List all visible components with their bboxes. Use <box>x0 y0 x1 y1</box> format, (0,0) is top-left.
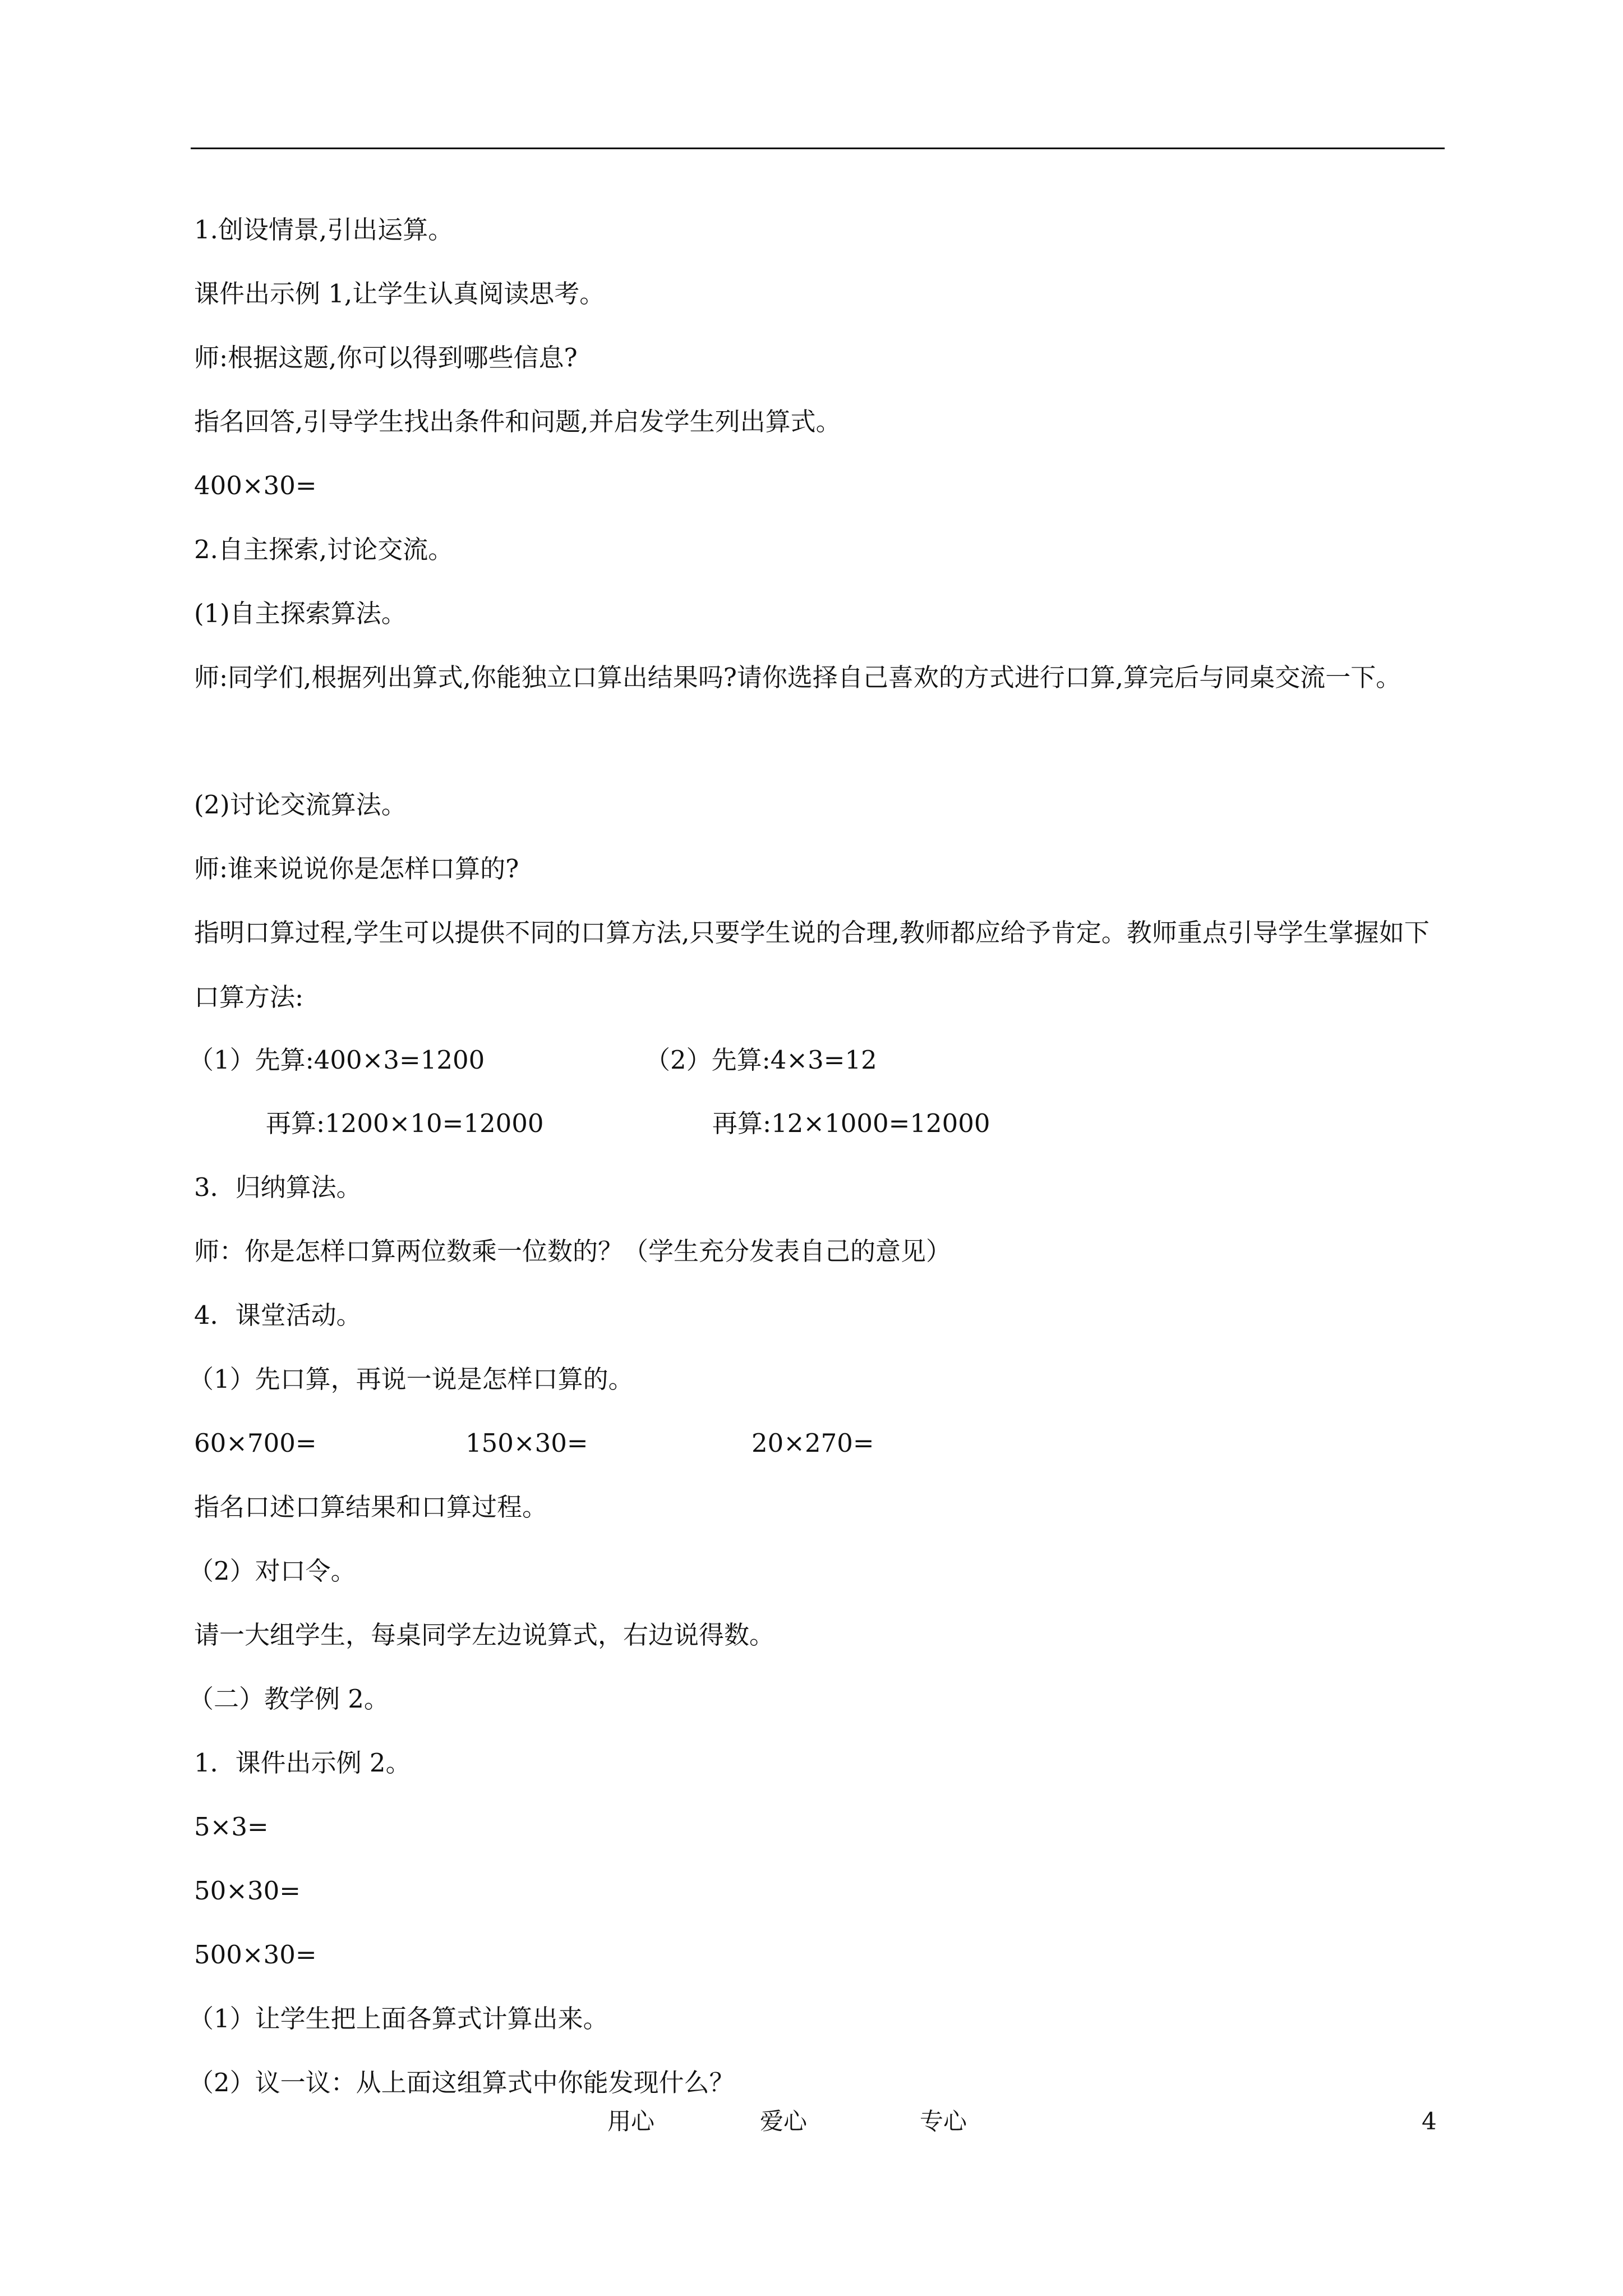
footer-word-1: 用心 <box>607 2108 655 2135</box>
equation: 400×30= <box>194 471 317 500</box>
equation: 500×30= <box>194 1940 317 1970</box>
paragraph: 指名回答,引导学生找出条件和问题,并启发学生列出算式。 <box>194 407 841 436</box>
section-heading: （二）教学例 2。 <box>188 1684 389 1714</box>
method-1-then: 再算:1200×10=12000 <box>266 1108 544 1138</box>
exercise-3: 20×270= <box>751 1428 874 1458</box>
paragraph: 指明口算过程,学生可以提供不同的口算方法,只要学生说的合理,教师都应给予肯定。教师重点引导学生掌握如下口算方法: <box>194 918 1430 1012</box>
equation: 50×30= <box>194 1876 301 1906</box>
equation: 5×3= <box>194 1812 269 1842</box>
question-1: （1）让学生把上面各算式计算出来。 <box>188 2004 608 2033</box>
question-2: （2）议一议：从上面这组算式中你能发现什么？ <box>188 2068 735 2097</box>
sub-heading: (1)自主探索算法。 <box>194 599 407 628</box>
sub-heading: (2)讨论交流算法。 <box>194 790 407 820</box>
teacher-instruction: 师:同学们,根据列出算式,你能独立口算出结果吗?请你选择自己喜欢的方式进行口算,算完后与同桌交流一下。 <box>194 662 1401 692</box>
exercise-1: 60×700= <box>194 1428 317 1458</box>
step-1-heading: 1.创设情景,引出运算。 <box>194 215 454 245</box>
step-1-heading: 1．课件出示例 2。 <box>194 1748 411 1778</box>
page-number: 4 <box>1422 2108 1437 2135</box>
teacher-question: 师:谁来说说你是怎样口算的? <box>194 854 519 884</box>
step-2-heading: 2.自主探索,讨论交流。 <box>194 535 454 564</box>
step-4-heading: 4．课堂活动。 <box>194 1300 362 1330</box>
header-rule <box>191 148 1445 149</box>
activity-1: （1）先口算，再说一说是怎样口算的。 <box>188 1364 634 1394</box>
footer-word-2: 爱心 <box>760 2108 808 2135</box>
method-2-then: 再算:12×1000=12000 <box>712 1108 990 1138</box>
exercise-2: 150×30= <box>465 1428 588 1458</box>
teacher-question: 师:根据这题,你可以得到哪些信息? <box>194 343 578 372</box>
teacher-question: 师：你是怎样口算两位数乘一位数的？（学生充分发表自己的意见） <box>194 1236 952 1266</box>
paragraph: 课件出示例 1,让学生认真阅读思考。 <box>194 279 605 309</box>
step-3-heading: 3．归纳算法。 <box>194 1172 362 1202</box>
method-2-first: （2）先算:4×3=12 <box>645 1045 877 1075</box>
method-1-first: （1）先算:400×3=1200 <box>188 1045 485 1075</box>
footer-word-3: 专心 <box>920 2108 967 2135</box>
paragraph: 指名口述口算结果和口算过程。 <box>194 1492 548 1522</box>
activity-2: （2）对口令。 <box>188 1556 356 1586</box>
paragraph: 请一大组学生，每桌同学左边说算式，右边说得数。 <box>194 1620 775 1650</box>
